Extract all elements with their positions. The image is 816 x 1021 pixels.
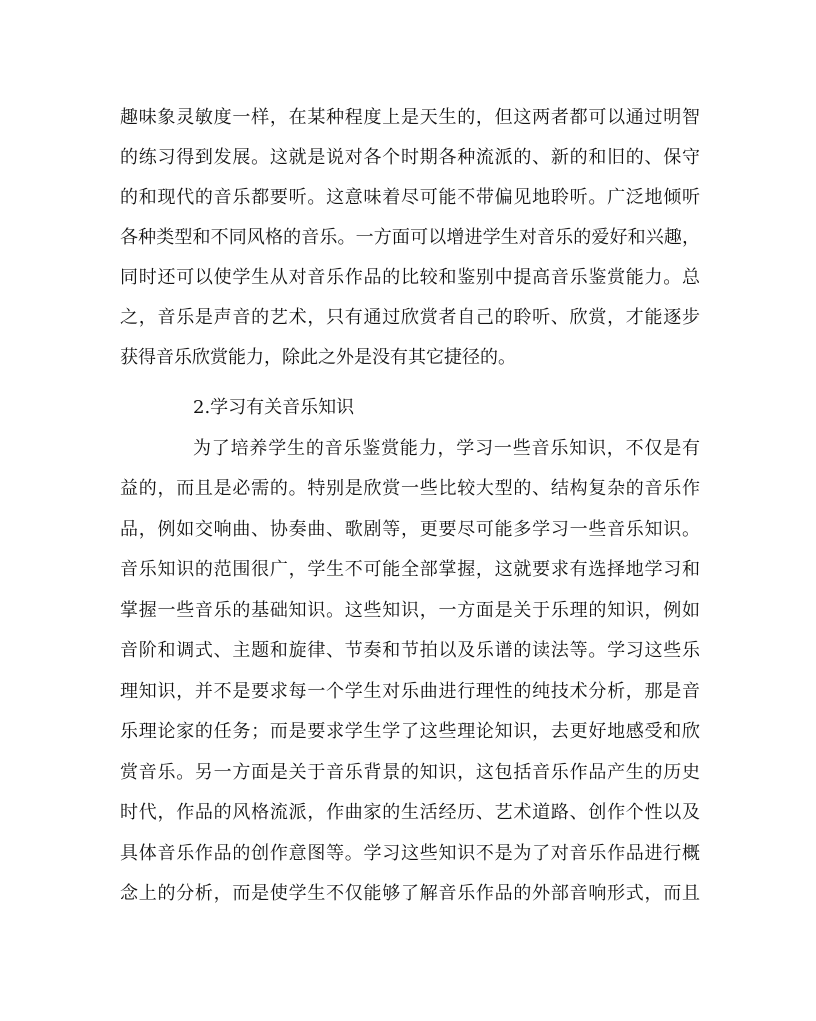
paragraph-line: 品，例如交响曲、协奏曲、歌剧等，更要尽可能多学习一些音乐知识。 bbox=[120, 519, 700, 540]
paragraph-line: 音阶和调式、主题和旋律、节奏和节拍以及乐谱的读法等。学习这些乐 bbox=[120, 640, 700, 661]
paragraph-line: 时代，作品的风格流派，作曲家的生活经历、艺术道路、创作个性以及 bbox=[120, 802, 700, 823]
paragraph-line: 获得音乐欣赏能力，除此之外是没有其它捷径的。 bbox=[120, 347, 516, 368]
paragraph-line: 具体音乐作品的创作意图等。学习这些知识不是为了对音乐作品进行概 bbox=[120, 843, 700, 864]
paragraph-line: 为了培养学生的音乐鉴赏能力，学习一些音乐知识，不仅是有 bbox=[193, 438, 700, 459]
paragraph-line: 趣味象灵敏度一样，在某种程度上是天生的，但这两者都可以通过明智 bbox=[120, 107, 700, 128]
paragraph-line: 益的，而且是必需的。特别是欣赏一些比较大型的、结构复杂的音乐作 bbox=[120, 478, 700, 499]
paragraph-line: 乐理论家的任务；而是要求学生学了这些理论知识，去更好地感受和欣 bbox=[120, 721, 700, 742]
paragraph-line: 音乐知识的范围很广，学生不可能全部掌握，这就要求有选择地学习和 bbox=[120, 559, 700, 580]
paragraph-line: 各种类型和不同风格的音乐。一方面可以增进学生对音乐的爱好和兴趣， bbox=[120, 227, 700, 248]
paragraph-line: 之，音乐是声音的艺术，只有通过欣赏者自己的聆听、欣赏，才能逐步 bbox=[120, 307, 700, 328]
paragraph-line: 赏音乐。另一方面是关于音乐背景的知识，这包括音乐作品产生的历史 bbox=[120, 762, 700, 783]
section-heading: 2.学习有关音乐知识 bbox=[193, 397, 355, 418]
paragraph-line: 同时还可以使学生从对音乐作品的比较和鉴别中提高音乐鉴赏能力。总 bbox=[120, 267, 700, 288]
paragraph-line: 念上的分析，而是使学生不仅能够了解音乐作品的外部音响形式，而且 bbox=[120, 883, 700, 904]
paragraph-line: 理知识，并不是要求每一个学生对乐曲进行理性的纯技术分析，那是音 bbox=[120, 681, 700, 702]
paragraph-line: 的和现代的音乐都要听。这意味着尽可能不带偏见地聆听。广泛地倾听 bbox=[120, 187, 700, 208]
paragraph-line: 的练习得到发展。这就是说对各个时期各种流派的、新的和旧的、保守 bbox=[120, 147, 700, 168]
paragraph-line: 掌握一些音乐的基础知识。这些知识，一方面是关于乐理的知识，例如 bbox=[120, 600, 700, 621]
